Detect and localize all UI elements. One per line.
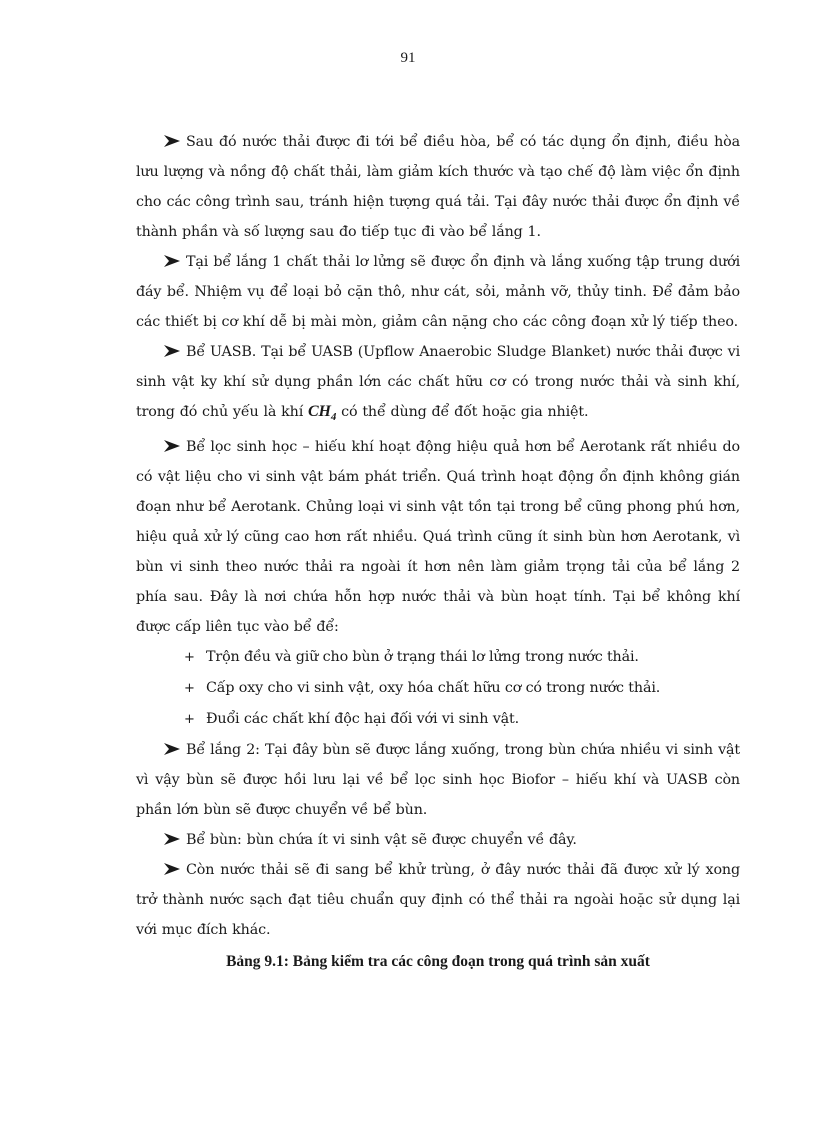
- chemical-formula-ch4: $CH_4$: [308, 403, 337, 424]
- paragraph-uasb: [136, 337, 740, 432]
- paragraph-sludge-tank: [136, 825, 740, 855]
- paragraph-settling-tank-1: [136, 247, 740, 337]
- arrowhead-bullet-icon: [164, 345, 180, 357]
- table-caption: Bảng 9.1: Bảng kiểm tra các công đoạn trong quá trình sản xuất: [226, 953, 650, 971]
- arrowhead-bullet-icon: [164, 255, 180, 267]
- arrowhead-bullet-icon: [164, 135, 180, 147]
- paragraph-equalization-tank: [136, 127, 740, 247]
- arrowhead-bullet-icon: [164, 440, 180, 452]
- paragraph-text: Bể UASB. Tại bể UASB (Upflow Anaerobic Sludge Blanket) nước thải được vi sinh vật ky khí sử dụng phần lớn các chất hữu cơ có trong nước thải và sinh khí, trong đó chủ yếu là khí: [136, 344, 740, 420]
- list-item: + Đuổi các chất khí độc hại đối với vi sinh vật.: [136, 704, 740, 735]
- paragraph-text: Sau đó nước thải được đi tới bể điều hòa, bể có tác dụng ổn định, điều hòa lưu lượng và nồng độ chất thải, làm giảm kích thước và tạo chế độ làm việc ổn định cho các công trình sau, tránh hiện tượng quá tải. Tại đây nước thải được ổn định về thành phần và số lượng sau đo tiếp tục đi vào bể lắng 1.: [136, 134, 740, 240]
- paragraph-biofilter: [136, 432, 740, 642]
- paragraph-text: Bể lọc sinh học – hiếu khí hoạt động hiệu quả hơn bể Aerotank rất nhiều do có vật liệu cho vi sinh vật bám phát triển. Quá trình hoạt động ổn định không gián đoạn như bể Aerotank. Chủng loại vi sinh vật tồn tại trong bể cũng phong phú hơn, hiệu quả xử lý cũng cao hơn rất nhiều. Quá trình cũng ít sinh bùn hơn Aerotank, vì bùn vi sinh theo nước thải ra ngoài ít hơn nên làm giảm trọng tải của bể lắng 2 phía sau. Đây là nơi chứa hỗn hợp nước thải và bùn hoạt tính. Tại bể không khí được cấp liên tục vào bể để:: [136, 439, 740, 636]
- arrowhead-bullet-icon: [164, 743, 180, 755]
- arrowhead-bullet-icon: [164, 863, 180, 875]
- paragraph-text: Tại bể lắng 1 chất thải lơ lửng sẽ được ổn định và lắng xuống tập trung dưới đáy bể. Nhiệm vụ để loại bỏ cặn thô, như cát, sỏi, mảnh vỡ, thủy tinh. Để đảm bảo các thiết bị cơ khí dễ bị mài mòn, giảm cân nặng cho các công đoạn xử lý tiếp theo.: [136, 254, 740, 330]
- paragraph-text: Bể bùn: bùn chứa ít vi sinh vật sẽ được chuyển về đây.: [186, 832, 577, 849]
- paragraph-text: Bể lắng 2: Tại đây bùn sẽ được lắng xuống, trong bùn chứa nhiều vi sinh vật vì vậy bùn sẽ được hồi lưu lại về bể lọc sinh học Biofor – hiếu khí và UASB còn phần lớn bùn sẽ được chuyển về bể bùn.: [136, 742, 740, 819]
- paragraph-text: Còn nước thải sẽ đi sang bể khử trùng, ở đây nước thải đã được xử lý xong trở thành nước sạch đạt tiêu chuẩn quy định có thể thải ra ngoài hoặc sử dụng lại với mục đích khác.: [136, 862, 740, 939]
- plus-bullet-icon: +: [184, 681, 195, 697]
- list-item: + Trộn đều và giữ cho bùn ở trạng thái lơ lửng trong nước thải.: [136, 642, 740, 673]
- list-item: + Cấp oxy cho vi sinh vật, oxy hóa chất hữu cơ có trong nước thải.: [136, 673, 740, 704]
- document-body: [136, 127, 740, 977]
- paragraph-settling-tank-2: [136, 735, 740, 825]
- arrowhead-bullet-icon: [164, 833, 180, 845]
- page-number: 91: [400, 50, 416, 66]
- paragraph-text: có thể dùng để đốt hoặc gia nhiệt.: [336, 404, 589, 420]
- plus-bullet-icon: +: [184, 650, 195, 666]
- paragraph-disinfection: [136, 855, 740, 945]
- plus-bullet-icon: +: [184, 712, 195, 728]
